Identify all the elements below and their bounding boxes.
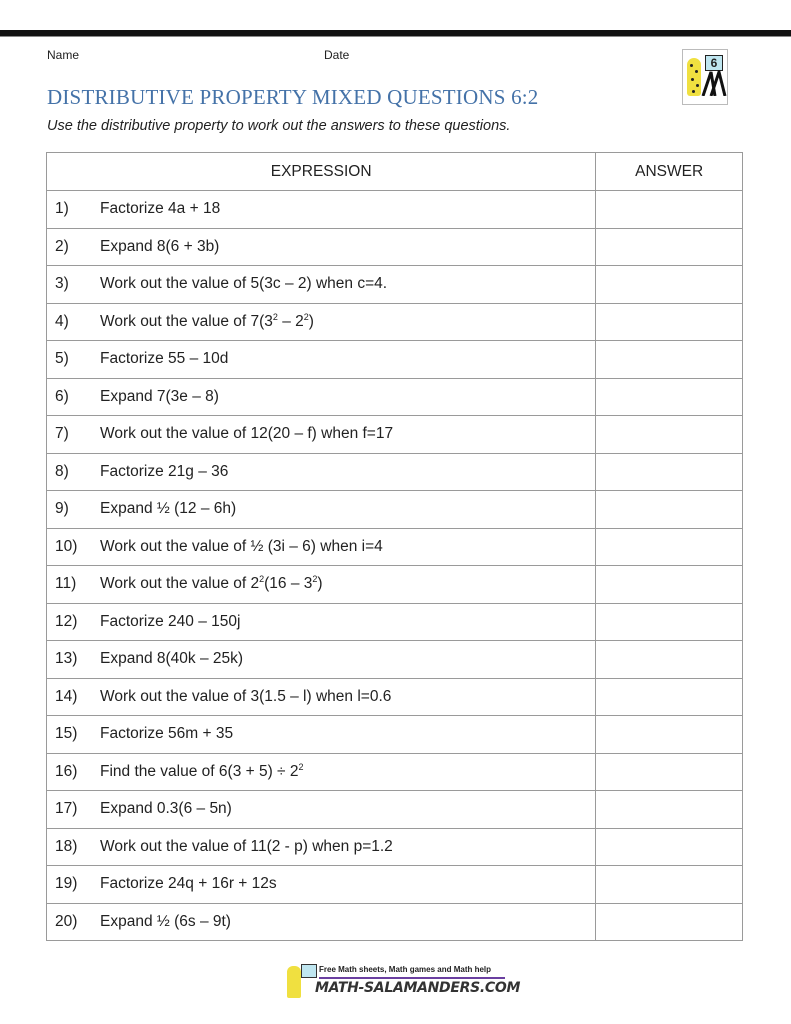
question-number: 5) xyxy=(55,350,69,368)
answer-cell[interactable] xyxy=(596,566,743,604)
question-text-part: Expand 0.3(6 – 5n) xyxy=(100,800,232,818)
question-cell xyxy=(47,791,596,829)
question-cell xyxy=(47,603,596,641)
answer-cell[interactable] xyxy=(596,753,743,791)
question-number: 15) xyxy=(55,725,78,743)
question-cell xyxy=(47,266,596,304)
answer-cell[interactable] xyxy=(596,453,743,491)
question-text-part: Work out the value of ½ (3i – 6) when i=4 xyxy=(100,537,383,555)
question-cell xyxy=(47,453,596,491)
question-text-part: Factorize 4a + 18 xyxy=(100,200,221,218)
page-title: DISTRIBUTIVE PROPERTY MIXED QUESTIONS 6:2 xyxy=(47,85,539,109)
table-row xyxy=(47,491,743,529)
question-text xyxy=(100,613,240,631)
exponent: 2 xyxy=(298,761,304,772)
question-cell xyxy=(47,416,596,454)
table-row xyxy=(47,866,743,904)
question-text-part: Work out the value of 3(1.5 – l) when l=0.6 xyxy=(100,687,392,705)
question-text-part: Work out the value of 12(20 – f) when f=17 xyxy=(100,425,394,443)
question-cell xyxy=(47,228,596,266)
question-text-part: – 2 xyxy=(277,312,304,330)
question-text xyxy=(100,575,323,593)
answer-cell[interactable] xyxy=(596,228,743,266)
table-row xyxy=(47,566,743,604)
question-number: 14) xyxy=(55,687,78,705)
question-cell xyxy=(47,716,596,754)
question-cell xyxy=(47,866,596,904)
question-number: 18) xyxy=(55,837,78,855)
instructions: Use the distributive property to work out the answers to these questions. xyxy=(47,118,511,134)
question-cell xyxy=(47,641,596,679)
question-text xyxy=(100,463,228,481)
footer-rule xyxy=(319,977,505,979)
answer-cell[interactable] xyxy=(596,678,743,716)
question-number: 19) xyxy=(55,875,78,893)
table-row xyxy=(47,528,743,566)
expression-header: EXPRESSION xyxy=(47,153,596,191)
question-text xyxy=(100,388,219,406)
question-text xyxy=(100,875,277,893)
question-cell xyxy=(47,828,596,866)
question-text-part: Work out the value of 2 xyxy=(100,575,260,593)
question-text-part: Factorize 56m + 35 xyxy=(100,725,234,743)
exponent: 2 xyxy=(272,311,278,322)
question-number: 16) xyxy=(55,762,78,780)
question-text-part: Expand ½ (6s – 9t) xyxy=(100,912,231,930)
footer-tagline: Free Math sheets, Math games and Math help xyxy=(319,965,492,974)
question-cell xyxy=(47,528,596,566)
question-text xyxy=(100,913,231,931)
question-number: 17) xyxy=(55,800,78,818)
table-row xyxy=(47,828,743,866)
question-number: 4) xyxy=(55,312,69,330)
question-text xyxy=(100,538,383,556)
question-text xyxy=(100,275,387,293)
answer-cell[interactable] xyxy=(596,341,743,379)
question-number: 11) xyxy=(55,575,77,593)
question-text xyxy=(100,763,304,781)
question-number: 10) xyxy=(55,537,78,555)
question-text-part: Work out the value of 11(2 - p) when p=1.2 xyxy=(100,837,393,855)
question-number: 3) xyxy=(55,275,69,293)
question-number: 1) xyxy=(55,200,69,218)
question-text-part: Expand 8(6 + 3b) xyxy=(100,237,220,255)
exponent: 2 xyxy=(312,574,318,585)
question-text xyxy=(100,838,393,856)
question-cell xyxy=(47,678,596,716)
easel-board-icon: 6 xyxy=(705,55,723,71)
question-text-part: Expand 7(3e – 8) xyxy=(100,387,219,405)
table-header-row xyxy=(47,153,743,191)
table-row xyxy=(47,228,743,266)
question-cell xyxy=(47,378,596,416)
question-text xyxy=(100,688,391,706)
question-cell xyxy=(47,491,596,529)
question-text xyxy=(100,313,314,331)
answer-cell[interactable] xyxy=(596,266,743,304)
easel-legs-icon xyxy=(701,70,727,96)
easel-board-icon xyxy=(301,964,317,978)
table-row xyxy=(47,266,743,304)
question-text-part: Factorize 240 – 150j xyxy=(100,612,241,630)
top-rule xyxy=(0,30,791,37)
answer-cell[interactable] xyxy=(596,378,743,416)
table-row xyxy=(47,641,743,679)
question-text-part: ) xyxy=(308,312,314,330)
question-text xyxy=(100,800,232,818)
table-row xyxy=(47,716,743,754)
question-text xyxy=(100,500,236,518)
question-text-part: Expand ½ (12 – 6h) xyxy=(100,500,237,518)
question-cell xyxy=(47,341,596,379)
question-text-part: Factorize 21g – 36 xyxy=(100,462,229,480)
answer-cell[interactable] xyxy=(596,416,743,454)
salamander-icon xyxy=(687,58,701,96)
question-text-part: Factorize 55 – 10d xyxy=(100,350,229,368)
table-row xyxy=(47,453,743,491)
question-text xyxy=(100,725,233,743)
answer-cell[interactable] xyxy=(596,903,743,941)
question-number: 12) xyxy=(55,612,78,630)
logo xyxy=(682,49,728,105)
date-label: Date xyxy=(324,48,350,62)
table-row xyxy=(47,678,743,716)
question-text xyxy=(100,238,219,256)
question-number: 8) xyxy=(55,462,69,480)
question-text xyxy=(100,200,220,218)
answer-cell[interactable] xyxy=(596,791,743,829)
question-text-part: Work out the value of 5(3c – 2) when c=4. xyxy=(100,275,388,293)
question-text xyxy=(100,425,393,443)
question-cell xyxy=(47,566,596,604)
question-number: 13) xyxy=(55,650,78,668)
table-row xyxy=(47,753,743,791)
question-number: 7) xyxy=(55,425,69,443)
name-label: Name xyxy=(47,48,80,62)
question-text-part: ) xyxy=(317,575,323,593)
question-text-part: Find the value of 6(3 + 5) ÷ 2 xyxy=(100,762,299,780)
footer-logo xyxy=(285,962,521,1002)
answer-cell[interactable] xyxy=(596,603,743,641)
table-row xyxy=(47,341,743,379)
question-cell xyxy=(47,753,596,791)
table-row xyxy=(47,791,743,829)
answer-cell[interactable] xyxy=(596,828,743,866)
table-row xyxy=(47,191,743,229)
question-number: 6) xyxy=(55,387,69,405)
question-text-part: Factorize 24q + 16r + 12s xyxy=(100,875,277,893)
question-text-part: Expand 8(40k – 25k) xyxy=(100,650,244,668)
worksheet-table xyxy=(46,152,743,941)
answer-header: ANSWER xyxy=(596,153,743,191)
table-row xyxy=(47,378,743,416)
question-text-part: Work out the value of 7(3 xyxy=(100,312,273,330)
question-text xyxy=(100,350,228,368)
answer-cell[interactable] xyxy=(596,191,743,229)
question-cell xyxy=(47,303,596,341)
question-text xyxy=(100,650,243,668)
table-row xyxy=(47,303,743,341)
question-text-part: (16 – 3 xyxy=(264,575,313,593)
exponent: 2 xyxy=(259,574,265,585)
question-cell xyxy=(47,191,596,229)
table-row xyxy=(47,416,743,454)
answer-cell[interactable] xyxy=(596,716,743,754)
salamander-icon xyxy=(287,966,301,998)
question-number: 2) xyxy=(55,237,69,255)
table-row xyxy=(47,603,743,641)
answer-cell[interactable] xyxy=(596,528,743,566)
answer-cell[interactable] xyxy=(596,491,743,529)
table-row xyxy=(47,903,743,941)
question-number: 20) xyxy=(55,912,78,930)
footer-brand: MATH-SALAMANDERS.COM xyxy=(315,980,521,996)
exponent: 2 xyxy=(303,311,309,322)
answer-cell[interactable] xyxy=(596,641,743,679)
answer-cell[interactable] xyxy=(596,303,743,341)
answer-cell[interactable] xyxy=(596,866,743,904)
question-cell xyxy=(47,903,596,941)
question-number: 9) xyxy=(55,500,69,518)
